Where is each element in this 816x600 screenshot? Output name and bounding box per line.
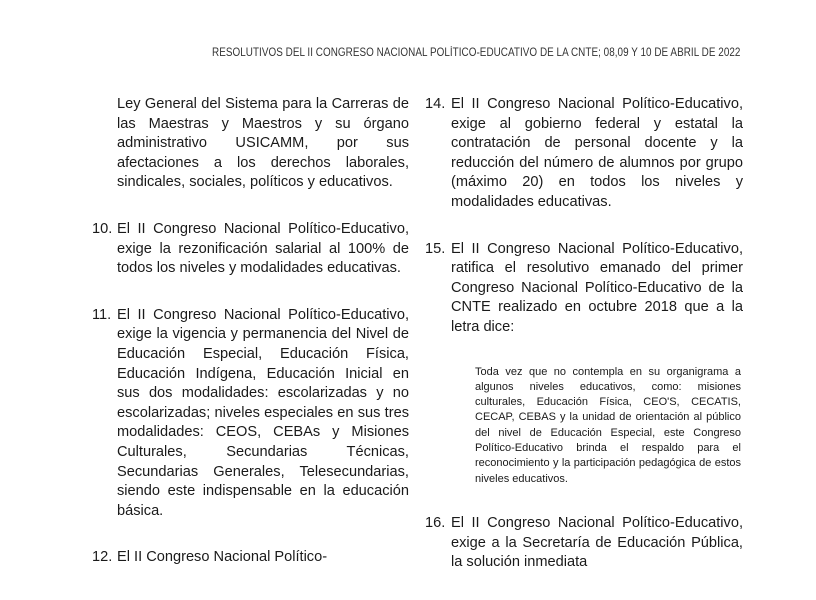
resolution-15 [425, 240, 743, 338]
resolution-number: 10. [92, 220, 113, 237]
left-column [92, 95, 409, 595]
resolution-text: El II Congreso Nacional Político-Educativo, exige al gobierno federal y estatal la contratación de personal docente y la reducción del número de alumnos por grupo (máximo 20) en todos los niveles y modalidades educativas. [451, 96, 743, 210]
resolution-number: 15. [425, 240, 446, 257]
resolution-number: 11. [92, 306, 112, 323]
resolution-text: El II Congreso Nacional Político-Educativo, exige la vigencia y permanencia del Nivel de Educación Especial, Educación Física, Educación Indígena, Educación Inicial en sus dos modalidades: escolarizadas y no escolarizadas; niveles especiales en sus tres modalidades: CEOS, CEBAs y Misiones Culturales, Secundarias Técnicas, Secundarias Generales, Telesecundarias, siendo este indispensable en la educación básica. [117, 306, 409, 519]
resolution-text: El II Congreso Nacional Político- [117, 549, 328, 566]
quoted-resolution: Toda vez que no contempla en su organigrama a algunos niveles educativos, como: misiones culturales, Educación Física, CEO'S, CECATIS, CECAP, CEBAS y la unidad de orientación al público del nivel de Educación Especial, este Congreso Político-Educativo brinda el respaldo para el reconocimiento y la participación pedagógica de estos niveles educativos. [475, 365, 741, 485]
resolution-number: 16. [425, 514, 446, 531]
page-header: RESOLUTIVOS DEL II CONGRESO NACIONAL POLÍTICO-EDUCATIVO DE LA CNTE; 08,09 Y 10 DE ABRIL DE 2022 [211, 47, 740, 59]
resolution-16 [425, 514, 743, 573]
resolution-text: El II Congreso Nacional Político-Educativo, exige la rezonificación salarial al 100% de todos los niveles y modalidades educativas. [117, 220, 409, 277]
resolution-10 [92, 220, 409, 279]
resolution-14 [425, 95, 743, 213]
resolution-text: El II Congreso Nacional Político-Educativo, exige a la Secretaría de Educación Pública, la solución inmediata [451, 514, 743, 571]
resolution-number: 14. [425, 96, 446, 112]
resolution-number: 12. [92, 549, 113, 566]
resolution-text: El II Congreso Nacional Político-Educativo, ratifica el resolutivo emanado del primer Congreso Nacional Político-Educativo de la CNTE realizado en octubre 2018 que a la letra dice: [451, 240, 743, 335]
resolution-12 [92, 548, 409, 568]
resolution-11 [92, 306, 409, 522]
continued-paragraph: Ley General del Sistema para la Carreras de las Maestras y Maestros y su órgano administrativo USICAMM, por sus afectaciones a los derechos laborales, sindicales, sociales, políticos y educativos. [117, 96, 409, 191]
right-column [425, 95, 743, 600]
